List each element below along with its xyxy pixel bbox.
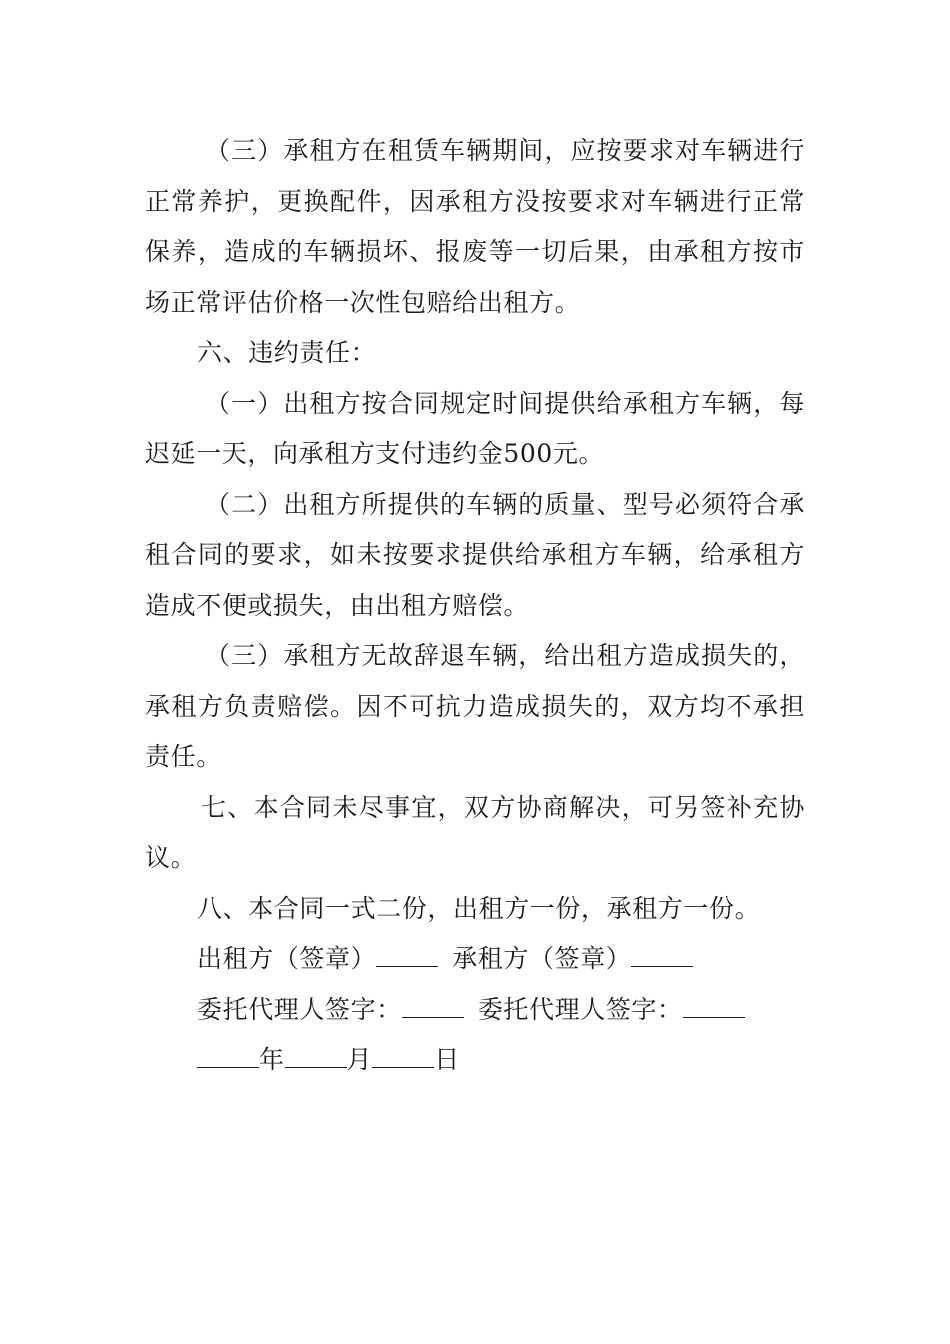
clause-6-2: （二）出租方所提供的车辆的质量、型号必须符合承租合同的要求，如未按要求提供给承租方车辆，给承租方造成不便或损失，由出租方赔偿。 [145, 489, 805, 620]
agent1-signature-blank[interactable] [402, 995, 464, 1018]
lessor-signature-blank[interactable] [376, 944, 438, 967]
section-7: 七、本合同未尽事宜，双方协商解决，可另签补充协议。 [145, 792, 805, 872]
clause-6-3: （三）承租方无故辞退车辆，给出租方造成损失的，承租方负责赔偿。因不可抗力造成损失的，双方均不承担责任。 [145, 641, 805, 771]
section-6-heading: 六、违约责任： [197, 338, 377, 367]
year-blank[interactable] [197, 1045, 259, 1068]
agent-signature-line [145, 985, 805, 1036]
section-8: 八、本合同一式二份，出租方一份，承租方一份。 [197, 893, 761, 923]
lessee-label: 承租方（签章） [452, 944, 632, 973]
document-page [145, 126, 805, 1086]
agent1-label: 委托代理人签字： [197, 994, 402, 1024]
day-label: 日 [434, 1045, 460, 1074]
lessor-label: 出租方（签章） [197, 944, 377, 973]
agent2-label: 委托代理人签字： [477, 994, 683, 1024]
month-blank[interactable] [285, 1045, 347, 1068]
year-label: 年 [259, 1045, 285, 1074]
party-signature-line [145, 934, 805, 985]
agent2-signature-blank[interactable] [683, 995, 745, 1018]
clause-5-3: （三）承租方在租赁车辆期间，应按要求对车辆进行正常养护，更换配件，因承租方没按要求对车辆进行正常保养，造成的车辆损坏、报废等一切后果，由承租方按市场正常评估价格一次性包赔给出租方。 [145, 136, 805, 317]
clause-6-1: （一）出租方按合同规定时间提供给承租方车辆，每迟延一天，向承租方支付违约金500元。 [145, 388, 805, 468]
date-line [145, 1035, 805, 1086]
month-label: 月 [346, 1045, 373, 1074]
day-blank[interactable] [372, 1045, 434, 1068]
lessee-signature-blank[interactable] [631, 944, 693, 967]
